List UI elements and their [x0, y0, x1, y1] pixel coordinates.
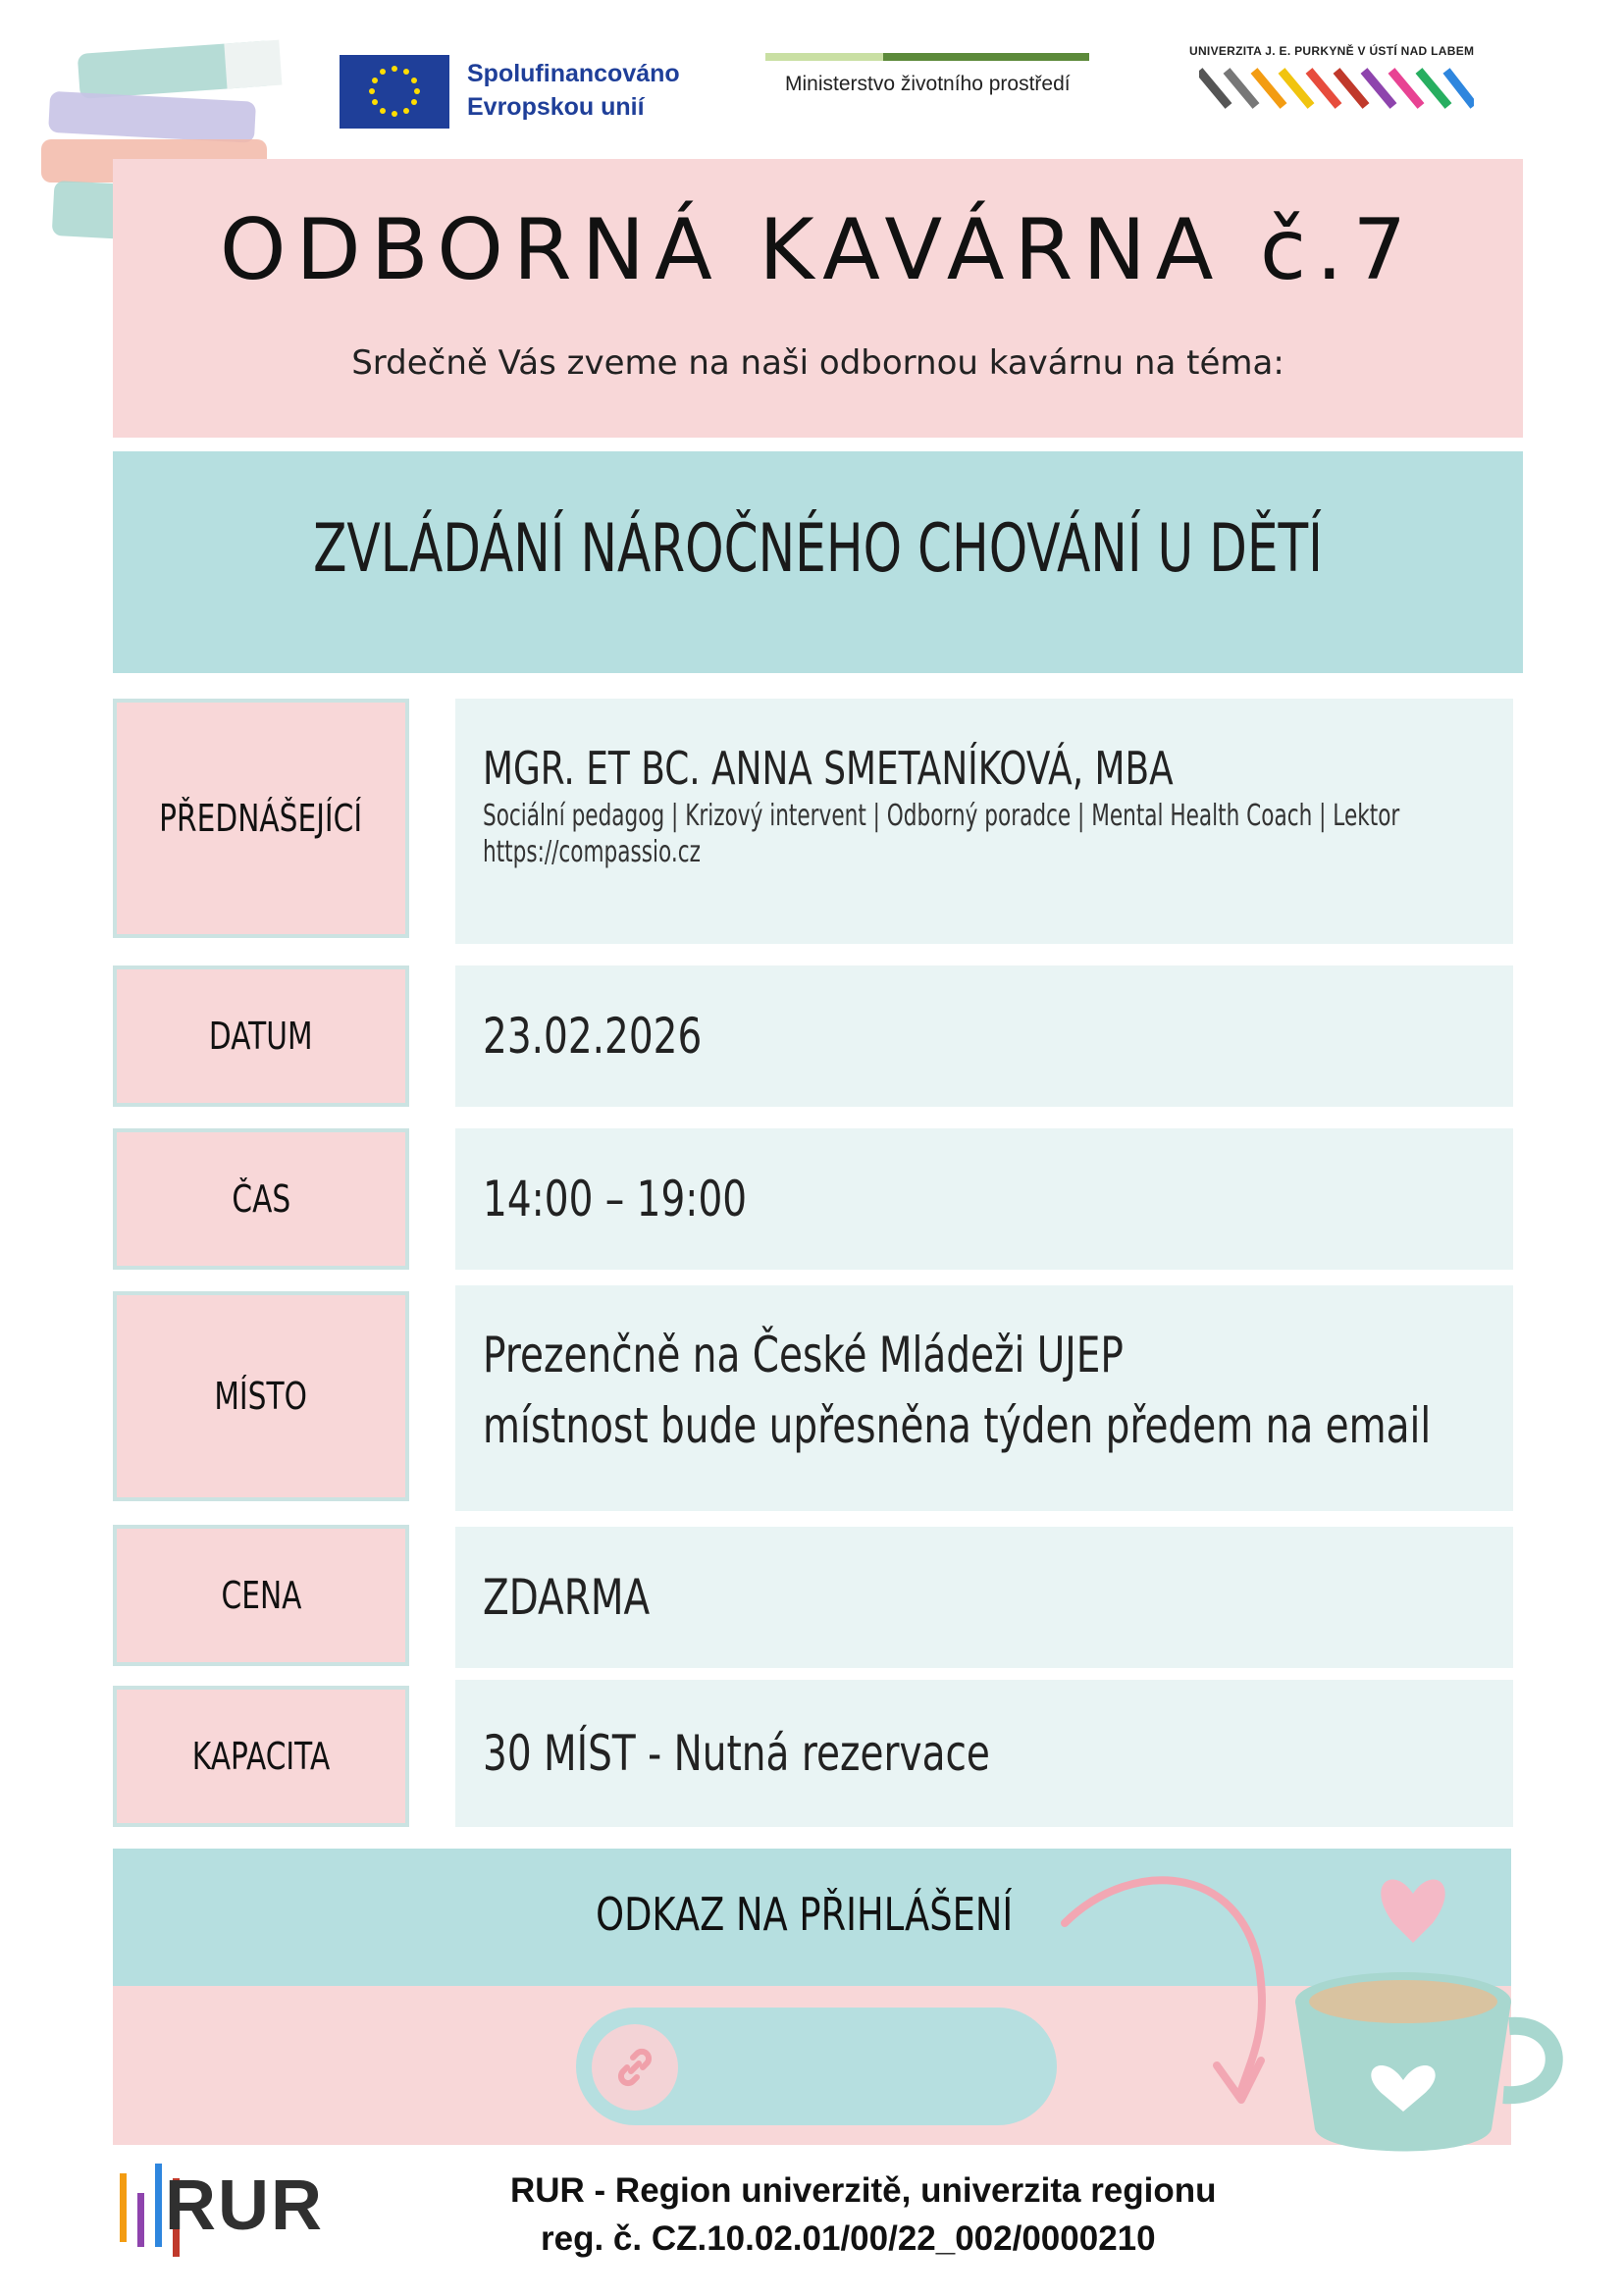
eu-cofunding-text: Spolufinancováno Evropskou unií: [467, 60, 680, 121]
place-value-box: [455, 1285, 1513, 1511]
date-value-box: [455, 965, 1513, 1107]
ministry-name: Ministerstvo životního prostředí: [785, 73, 1071, 95]
ministry-logo-bar: [883, 53, 1089, 61]
arrow-illustration: [1055, 1864, 1310, 2129]
lecturer-roles: Sociální pedagog | Krizový intervent | Odborný poradce | Mental Health Coach | Lektor: [483, 799, 1400, 833]
place-label: MÍSTO: [113, 1291, 409, 1501]
time-value-box: [455, 1128, 1513, 1270]
lecturer-website-link[interactable]: https://compassio.cz: [483, 835, 701, 869]
price-label: CENA: [113, 1525, 409, 1666]
event-topic: ZVLÁDÁNÍ NÁROČNÉHO CHOVÁNÍ U DĚTÍ: [313, 510, 1323, 588]
event-title: ODBORNÁ KAVÁRNA č.7: [219, 201, 1417, 299]
capacity-label: KAPACITA: [113, 1686, 409, 1827]
footer-project-name: RUR - Region univerzitě, univerzita regionu: [510, 2171, 1217, 2210]
rur-logo-text: RUR: [165, 2166, 324, 2245]
link-icon[interactable]: [592, 2024, 678, 2111]
ministry-logo-bar: [765, 53, 883, 61]
footer-registration-number: reg. č. CZ.10.02.01/00/22_002/0000210: [541, 2219, 1156, 2258]
date-label: DATUM: [113, 965, 409, 1107]
date-value: 23.02.2026: [483, 1008, 703, 1065]
lecturer-name: MGR. ET BC. ANNA SMETANÍKOVÁ, MBA: [483, 742, 1174, 795]
lecturer-value: [455, 699, 1513, 944]
coffee-cup-illustration: [1285, 1854, 1580, 2168]
capacity-value-box: [455, 1680, 1513, 1827]
invitation-text: Srdečně Vás zveme na naši odbornou kavárnu na téma:: [351, 343, 1284, 383]
capacity-value: 30 MÍST - Nutná rezervace: [483, 1725, 990, 1782]
place-line-2: místnost bude upřesněna týden předem na email: [483, 1397, 1432, 1454]
lecturer-label: PŘEDNÁŠEJÍCÍ: [113, 699, 409, 938]
university-stripes-logo: [1199, 67, 1474, 112]
price-value-box: [455, 1527, 1513, 1668]
time-value: 14:00 – 19:00: [483, 1171, 748, 1227]
price-value: ZDARMA: [483, 1569, 651, 1626]
university-name: UNIVERZITA J. E. PURKYNĚ V ÚSTÍ NAD LABEM: [1189, 44, 1475, 58]
place-line-1: Prezenčně na České Mládeži UJEP: [483, 1327, 1124, 1383]
registration-title: ODKAZ NA PŘIHLÁŠENÍ: [596, 1888, 1014, 1941]
time-label: ČAS: [113, 1128, 409, 1270]
eu-flag-icon: [340, 55, 449, 129]
